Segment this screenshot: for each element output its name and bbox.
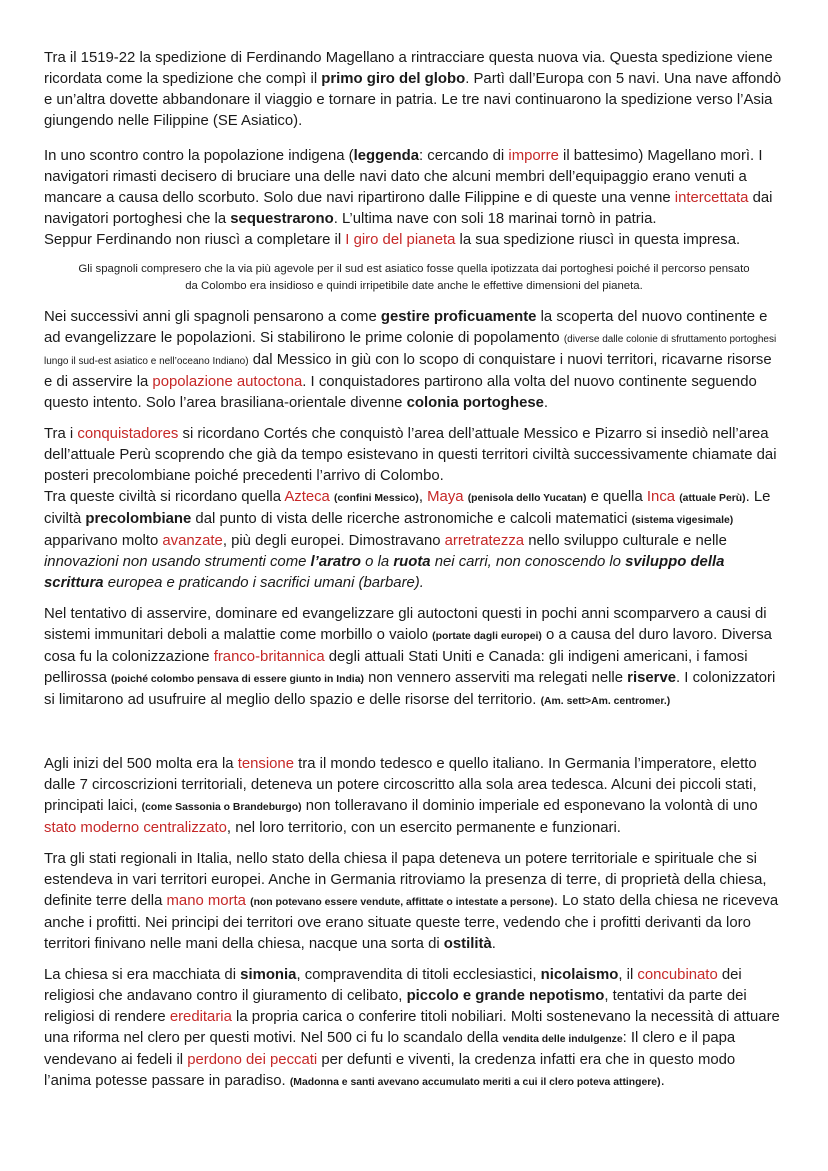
text-run: e quella	[586, 489, 647, 505]
text-run: riserve	[627, 670, 677, 686]
text-run: : Il clero e il papa vendevano ai fedeli il	[44, 1030, 736, 1068]
text-run: Tra queste civiltà si ricordano quella	[44, 489, 285, 505]
text-run: Gli spagnoli compresero che la via più agevole per il sud est asiatico fosse quella ipotizzata dai portoghesi poiché il percorso pensato da Colombo era insidioso e quindi irripetibile date anche le effettive dimensioni del pianeta.	[78, 263, 750, 292]
text-run: per defunti e viventi, la credenza infatti era che in questo modo l’anima potesse passare in paradiso.	[44, 1052, 736, 1089]
text-run: dei religiosi che andavano contro il giuramento di celibato,	[44, 967, 742, 1004]
text-run: Agli inizi del 500 molta era la	[44, 756, 238, 772]
text-run: gestire proficuamente	[380, 309, 537, 325]
text-run: (non potevano essere vendute, affittate o intestate a persone)	[250, 897, 554, 908]
text-run: innovazioni non usando strumenti come	[44, 554, 311, 570]
text-run: In uno scontro contro la popolazione indigena (	[44, 148, 354, 164]
text-run: (attuale Perù)	[679, 493, 746, 504]
text-run: leggenda	[353, 148, 419, 164]
text-run: vendita delle indulgenze	[502, 1034, 623, 1045]
text-run: si ricordano Cortés che conquistò l’area dell’attuale Messico e Pizarro si insediò nell’area dell’attuale Perù scoprendo che già da tempo esistevano in questi territori civiltà successivamente chiamate dai posteri precolombiane poiché precedenti l’arrivo di Colombo.	[44, 426, 777, 484]
paragraph-giro-pianeta	[44, 230, 784, 251]
text-run: primo giro del globo	[321, 71, 466, 87]
paragraph-civilta-precolombiane	[44, 487, 784, 594]
text-run: tra il mondo tedesco e quello italiano. In Germania l’imperatore, eletto dalle 7 circoscrizioni territoriali, deteneva un potere circoscritto alla sola area tedesca. Alcuni dei piccoli stati, principati laici,	[44, 756, 757, 814]
text-run: ,	[418, 489, 428, 505]
text-run: non tolleravano il dominio imperiale ed esponevano la volontà di uno	[301, 798, 758, 814]
text-run: colonia portoghese	[406, 395, 544, 411]
text-run: (diverse dalle colonie di sfruttamento portoghesi lungo il sud-est asiatico e nell’oceano Indiano)	[44, 334, 777, 367]
text-run: , più degli europei. Dimostravano	[222, 533, 445, 549]
text-run: piccolo e grande nepotismo	[406, 988, 605, 1004]
text-run: (Am. sett>Am. centromer.)	[540, 696, 671, 707]
text-run: Inca	[646, 489, 676, 505]
text-run: .	[491, 936, 496, 952]
paragraph-simonia-indulgenze	[44, 965, 784, 1093]
text-run: (sistema vigesimale)	[631, 515, 734, 526]
text-run: perdono dei peccati	[187, 1052, 318, 1068]
text-run: Maya	[427, 489, 464, 505]
text-run: , il	[618, 967, 638, 983]
text-run: l’aratro	[310, 554, 362, 570]
text-run: Tra gli stati regionali in Italia, nello stato della chiesa il papa deteneva un potere territoriale e spirituale che si estendeva in vari territori europei. Anche in Germania ritroviamo la presenza di terre, di proprietà della chiesa, definite terre della	[44, 851, 767, 909]
text-run: mano morta	[166, 893, 246, 909]
text-run: nei carri, non conoscendo lo	[430, 554, 626, 570]
text-run: tensione	[237, 756, 294, 772]
section-spacer	[44, 722, 784, 754]
text-run: la propria carica o conferire titoli nobiliari. Molti sostenevano la necessità di attuare una riforma nel clero per questi motivi. Nel 500 ci fu lo scandalo della	[44, 1009, 780, 1046]
text-run: . Lo stato della chiesa ne riceveva anche i profitti. Nei principi dei territori ove erano situate queste terre, vedendo che i profitti derivanti da loro territori finivano nelle mani della chiesa, nacque una sorta di	[44, 893, 779, 952]
text-run: .	[660, 1073, 665, 1089]
text-run: Nei successivi anni gli spagnoli pensarono a come	[44, 309, 381, 325]
text-run: la sua spedizione riuscì in questa impresa.	[455, 232, 741, 248]
text-run: concubinato	[637, 967, 718, 983]
text-run: apparivano molto	[44, 533, 163, 549]
paragraph-magellano	[44, 48, 784, 132]
text-run: ostilità	[443, 936, 492, 952]
text-run: (Madonna e santi avevano accumulato meriti a cui il clero poteva attingere)	[289, 1077, 661, 1088]
text-run: nello sviluppo culturale e nelle	[524, 533, 727, 549]
text-run: non vennero asserviti ma relegati nelle	[363, 670, 628, 686]
text-run: Azteca	[284, 489, 330, 505]
paragraph-colonizzazione	[44, 604, 784, 712]
text-run: Tra il 1519-22 la spedizione di Ferdinando Magellano a rintracciare questa nuova via. Questa spedizione viene ricordata come la spedizione che compì il	[44, 50, 773, 87]
text-run: la scoperta del nuovo continente e ad evangelizzare le popolazioni. Si stabilirono le prime colonie di popolamento	[44, 309, 768, 346]
text-run: ruota	[393, 554, 431, 570]
text-run: sviluppo della scrittura	[44, 554, 725, 591]
text-run: (confini Messico)	[333, 493, 419, 504]
text-run: avanzate	[162, 533, 223, 549]
paragraph-colonie-popolamento	[44, 307, 784, 414]
paragraph-morte-magellano	[44, 146, 784, 230]
text-run: La chiesa si era macchiata di	[44, 967, 241, 983]
text-run: , compravendita di titoli ecclesiastici,	[296, 967, 541, 983]
text-run: . I conquistadores partirono alla volta del nuovo continente seguendo questo intento. Solo l’area brasiliana-orientale divenne	[44, 374, 757, 411]
text-run: , nel loro territorio, con un esercito permanente e funzionari.	[226, 820, 621, 836]
paragraph-stato-chiesa	[44, 849, 784, 955]
text-run: popolazione autoctona	[152, 374, 303, 390]
paragraph-germania	[44, 754, 784, 839]
text-run: (come Sassonia o Brandeburgo)	[141, 802, 302, 813]
text-run: : cercando di	[418, 148, 509, 164]
text-run: dal Messico in giù con lo scopo di conquistare i nuovi territori, ricavarne risorse e di asservire la	[44, 352, 772, 390]
text-run: Tra i	[44, 426, 78, 442]
text-run: .	[543, 395, 549, 411]
note-via-agevole	[72, 261, 756, 295]
text-run: conquistadores	[77, 426, 179, 442]
text-run: Seppur Ferdinando non riuscì a completare il	[44, 232, 346, 248]
text-run: degli attuali Stati Uniti e Canada: gli indigeni americani, i famosi pellirossa	[44, 649, 748, 686]
text-run: franco-britannica	[213, 649, 325, 665]
text-run: . Le civiltà	[44, 489, 771, 527]
text-run: . L’ultima nave con soli 18 marinai tornò in patria.	[333, 211, 657, 227]
text-run: o la	[361, 554, 394, 570]
text-run: , tentativi da parte dei religiosi di rendere	[44, 988, 747, 1025]
paragraph-conquistadores	[44, 424, 784, 487]
text-run: il battesimo) Magellano morì. I navigatori rimasti decisero di bruciare una delle navi dato che alcuni membri dell’equipaggio erano venuti a mancare a causa dello scorbuto. Solo due navi ripartirono dalle Filippine e di queste una venne	[44, 148, 763, 206]
text-run: simonia	[240, 967, 297, 983]
text-run: europea e praticando i sacrifici umani (barbare).	[103, 575, 424, 591]
text-run: dai navigatori portoghesi che la	[44, 190, 773, 227]
text-run: ereditaria	[169, 1009, 232, 1025]
text-run: I giro del pianeta	[345, 232, 456, 248]
text-run: intercettata	[674, 190, 749, 206]
text-run: (portate dagli europei)	[432, 631, 542, 642]
text-run: dal punto di vista delle ricerche astronomiche e calcoli matematici	[191, 511, 632, 527]
text-run: Nel tentativo di asservire, dominare ed evangelizzare gli autoctoni questi in pochi anni scomparvero a causi di sistemi immunitari deboli a malattie come morbillo o vaiolo	[44, 606, 767, 643]
text-run: (poiché colombo pensava di essere giunto in India)	[111, 674, 364, 685]
text-run: stato moderno centralizzato	[44, 820, 227, 836]
text-run: nicolaismo	[540, 967, 619, 983]
text-run: . I colonizzatori si limitarono ad usufruire al meglio dello spazio e delle risorse del territorio.	[44, 670, 776, 708]
text-run: imporre	[508, 148, 559, 164]
text-run: o a causa del duro lavoro. Diversa cosa fu la colonizzazione	[44, 627, 772, 665]
text-run: arretratezza	[444, 533, 525, 549]
text-run: (penisola dello Yucatan)	[467, 493, 587, 504]
text-run: precolombiane	[85, 511, 192, 527]
text-run: . Partì dall’Europa con 5 navi. Una nave affondò e un’altra dovette abbandonare il viaggio e tornare in patria. Le tre navi continuarono la spedizione verso l’Asia giungendo nelle Filippine (SE Asiatico).	[44, 71, 782, 129]
text-run: sequestrarono	[230, 211, 334, 227]
